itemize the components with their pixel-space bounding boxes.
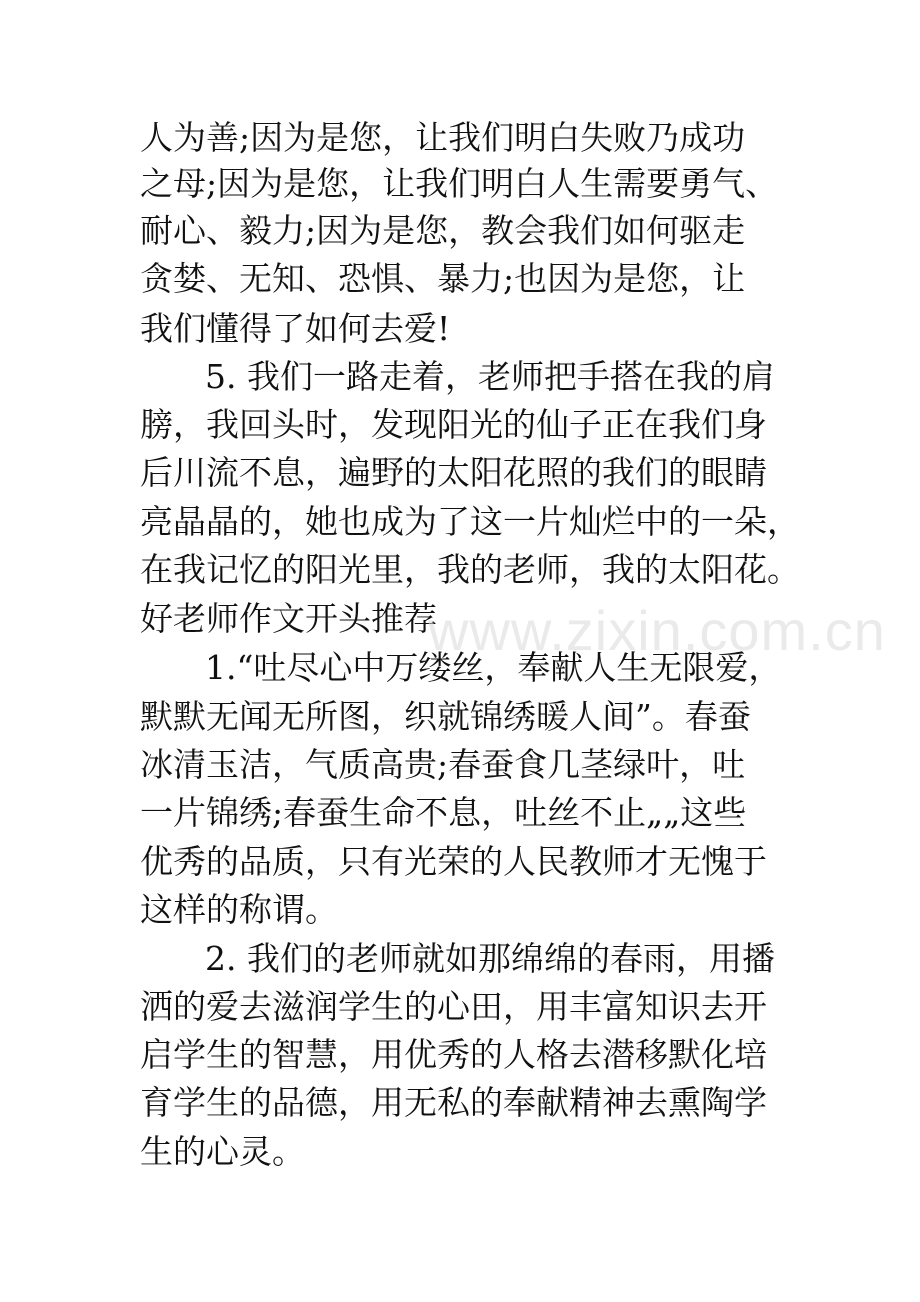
section-heading: 好老师作文开头推荐: [140, 599, 437, 638]
paragraph-5-first-line: 5. 我们一路走着，老师把手搭在我的肩: [205, 357, 775, 396]
text-line: 默默无闻无所图，织就锦绣暖人间”。春蚕: [140, 697, 751, 736]
text-line: 人为善;因为是您，让我们明白失败乃成功: [140, 118, 746, 157]
text-line: 这样的称谓。: [140, 890, 338, 929]
text-line: 后川流不息，遍野的太阳花照的我们的眼睛: [140, 453, 767, 492]
text-line: 之母;因为是您，让我们明白人生需要勇气、: [140, 164, 779, 203]
text-line: 膀，我回头时，发现阳光的仙子正在我们身: [140, 405, 767, 444]
watermark: www.zixin.com.cn: [428, 599, 886, 662]
text-line: 优秀的品质，只有光荣的人民教师才无愧于: [140, 842, 767, 881]
text-line: 洒的爱去滋润学生的心田，用丰富知识去开: [140, 987, 767, 1026]
text-line: 我们懂得了如何去爱!: [140, 309, 451, 348]
text-line: 生的心灵。: [140, 1132, 305, 1171]
text-line: 育学生的品德，用无私的奉献精神去熏陶学: [140, 1083, 767, 1122]
text-line: 耐心、毅力;因为是您，教会我们如何驱走: [140, 211, 746, 250]
text-line: 冰清玉洁，气质高贵;春蚕食几茎绿叶，吐: [140, 745, 746, 784]
text-line: 在我记忆的阳光里，我的老师，我的太阳花。: [140, 550, 800, 589]
paragraph-1-first-line: 1.“吐尽心中万缕丝，奉献人生无限爱，: [205, 648, 782, 687]
text-line: 亮晶晶的，她也成为了这一片灿烂中的一朵，: [140, 502, 800, 541]
text-line: 一片锦绣;春蚕生命不息，吐丝不止„„这些: [140, 793, 747, 832]
text-line: 启学生的智慧，用优秀的人格去潜移默化培: [140, 1035, 767, 1074]
paragraph-2-first-line: 2. 我们的老师就如那绵绵的春雨，用播: [205, 939, 775, 978]
text-line: 贪婪、无知、恐惧、暴力;也因为是您，让: [140, 259, 746, 298]
